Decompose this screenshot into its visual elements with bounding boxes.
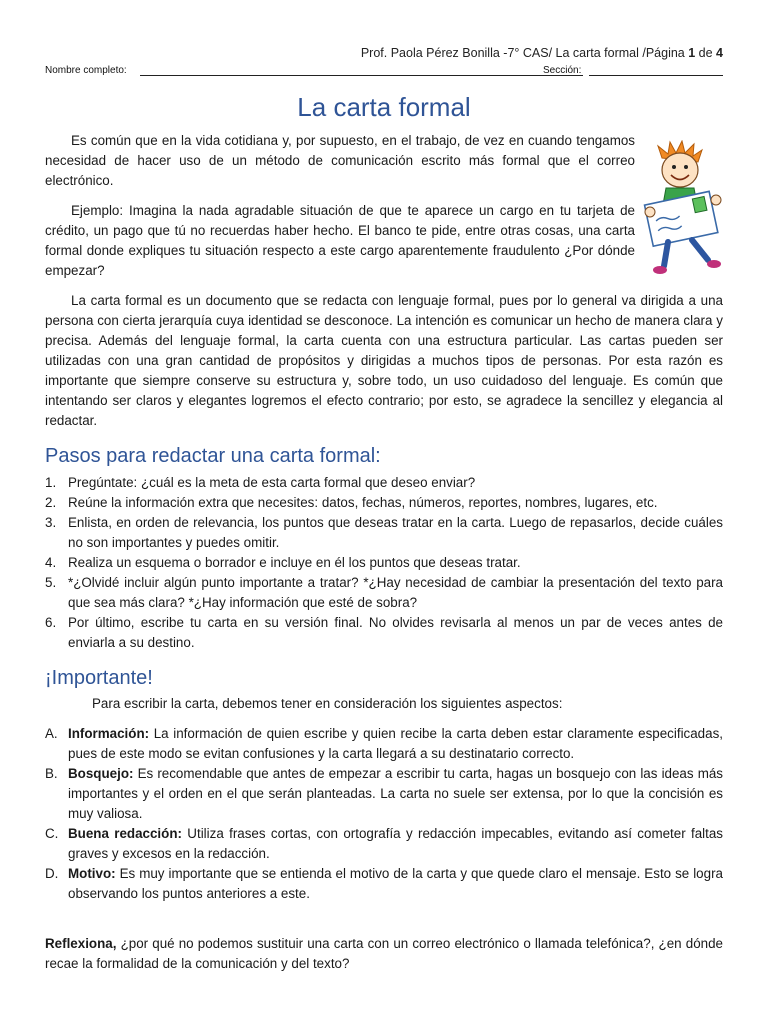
name-label: Nombre completo: xyxy=(45,65,127,76)
aspects-list xyxy=(45,724,723,904)
student-info-row xyxy=(45,63,725,79)
steps-heading: Pasos para redactar una carta formal: xyxy=(45,445,381,467)
page-sep: de xyxy=(695,46,717,60)
intro-paragraph-2: Ejemplo: Imagina la nada agradable situación de que te aparece un cargo en tu tarjeta de crédito, un pago que tú no recuerdas haber hecho. El banco te pide, entre otras cosas, una carta formal donde expliques tu situación respecto a este cargo aparentemente fraudulento ¿Por dónde empezar? xyxy=(45,203,635,278)
list-item: 2. Reúne la información extra que necesites: datos, fechas, números, reportes, nombres, lugares, etc. xyxy=(45,495,658,510)
reflection-term: Reflexiona, xyxy=(45,936,117,951)
reflection-paragraph xyxy=(45,934,723,974)
list-item: 1. Pregúntate: ¿cuál es la meta de esta carta formal que deseo enviar? xyxy=(45,475,476,490)
list-item: 6. Por último, escribe tu carta en su versión final. No olvides revisarla al menos un par de veces antes de enviarla a su destino. xyxy=(45,615,723,650)
page-title: La carta formal xyxy=(297,92,471,122)
steps-list xyxy=(45,473,723,653)
list-item: B. Bosquejo: Es recomendable que antes de empezar a escribir tu carta, hagas un bosquejo con las ideas más importantes y el orden en el que serán planteadas. La carta no suele ser extensa, por lo que la concisión es muy valiosa. xyxy=(45,766,723,821)
child-with-letter-illustration xyxy=(638,140,728,280)
list-item: 3. Enlista, en orden de relevancia, los puntos que deseas tratar en la carta. Luego de repasarlos, decide cuáles no son importantes y puedes omitir. xyxy=(45,515,723,550)
list-item: D. Motivo: Es muy importante que se entienda el motivo de la carta y que quede claro el mensaje. Esto se logra observando los puntos anteriores a este. xyxy=(45,866,723,901)
page-header xyxy=(361,46,723,60)
list-item: 4. Realiza un esquema o borrador e incluye en él los puntos que deseas tratar. xyxy=(45,555,521,570)
section-field-line[interactable] xyxy=(589,75,723,76)
list-item: A. Información: La información de quien escribe y quien recibe la carta deben estar claramente especificadas, pues de este modo se evitan confusiones y la carta llegará a su destinatario correcto. xyxy=(45,726,723,761)
reflection-text: ¿por qué no podemos sustituir una carta con un correo electrónico o llamada telefónica?, ¿en dónde recae la formalidad de la comunicación y del texto? xyxy=(45,936,723,971)
important-heading: ¡Importante! xyxy=(45,667,153,689)
intro-paragraph-1: Es común que en la vida cotidiana y, por supuesto, en el trabajo, de vez en cuando tengamos necesidad de hacer uso de un método de comunicación escrito más formal que el correo electrónico. xyxy=(45,133,635,188)
list-item: 5. *¿Olvidé incluir algún punto importante a tratar? *¿Hay necesidad de cambiar la presentación del texto para que sea más clara? *¿Hay información que esté de sobra? xyxy=(45,575,723,610)
page-total: 4 xyxy=(716,46,723,60)
important-intro: Para escribir la carta, debemos tener en consideración los siguientes aspectos: xyxy=(92,696,563,711)
list-item: C. Buena redacción: Utiliza frases cortas, con ortografía y redacción impecables, evitando así cometer faltas graves y excesos en la redacción. xyxy=(45,826,723,861)
name-field-line[interactable] xyxy=(140,75,583,76)
page-current: 1 xyxy=(688,46,696,60)
section-label: Sección: xyxy=(543,65,582,76)
header-text: Prof. Paola Pérez Bonilla -7° CAS/ La carta formal /Página xyxy=(360,46,689,60)
definition-paragraph: La carta formal es un documento que se redacta con lenguaje formal, pues por lo general va dirigida a una persona con cierta jerarquía cuya identidad se desconoce. La intención es comunicar un hecho de manera clara y precisa. Además del lenguaje formal, la carta cuenta con una estructura particular. Las cartas pueden ser utilizadas con una gran cantidad de propósitos y dirigidas a muchos tipos de personas. Por esta razón es importante que siempre conserve su estructura y, sobre todo, un uso cuidadoso del lenguaje. Es común que intentando ser claros y elegantes logremos el efecto contrario; por esto, se agradece la sencillez y elegancia al redactar. xyxy=(45,293,723,428)
